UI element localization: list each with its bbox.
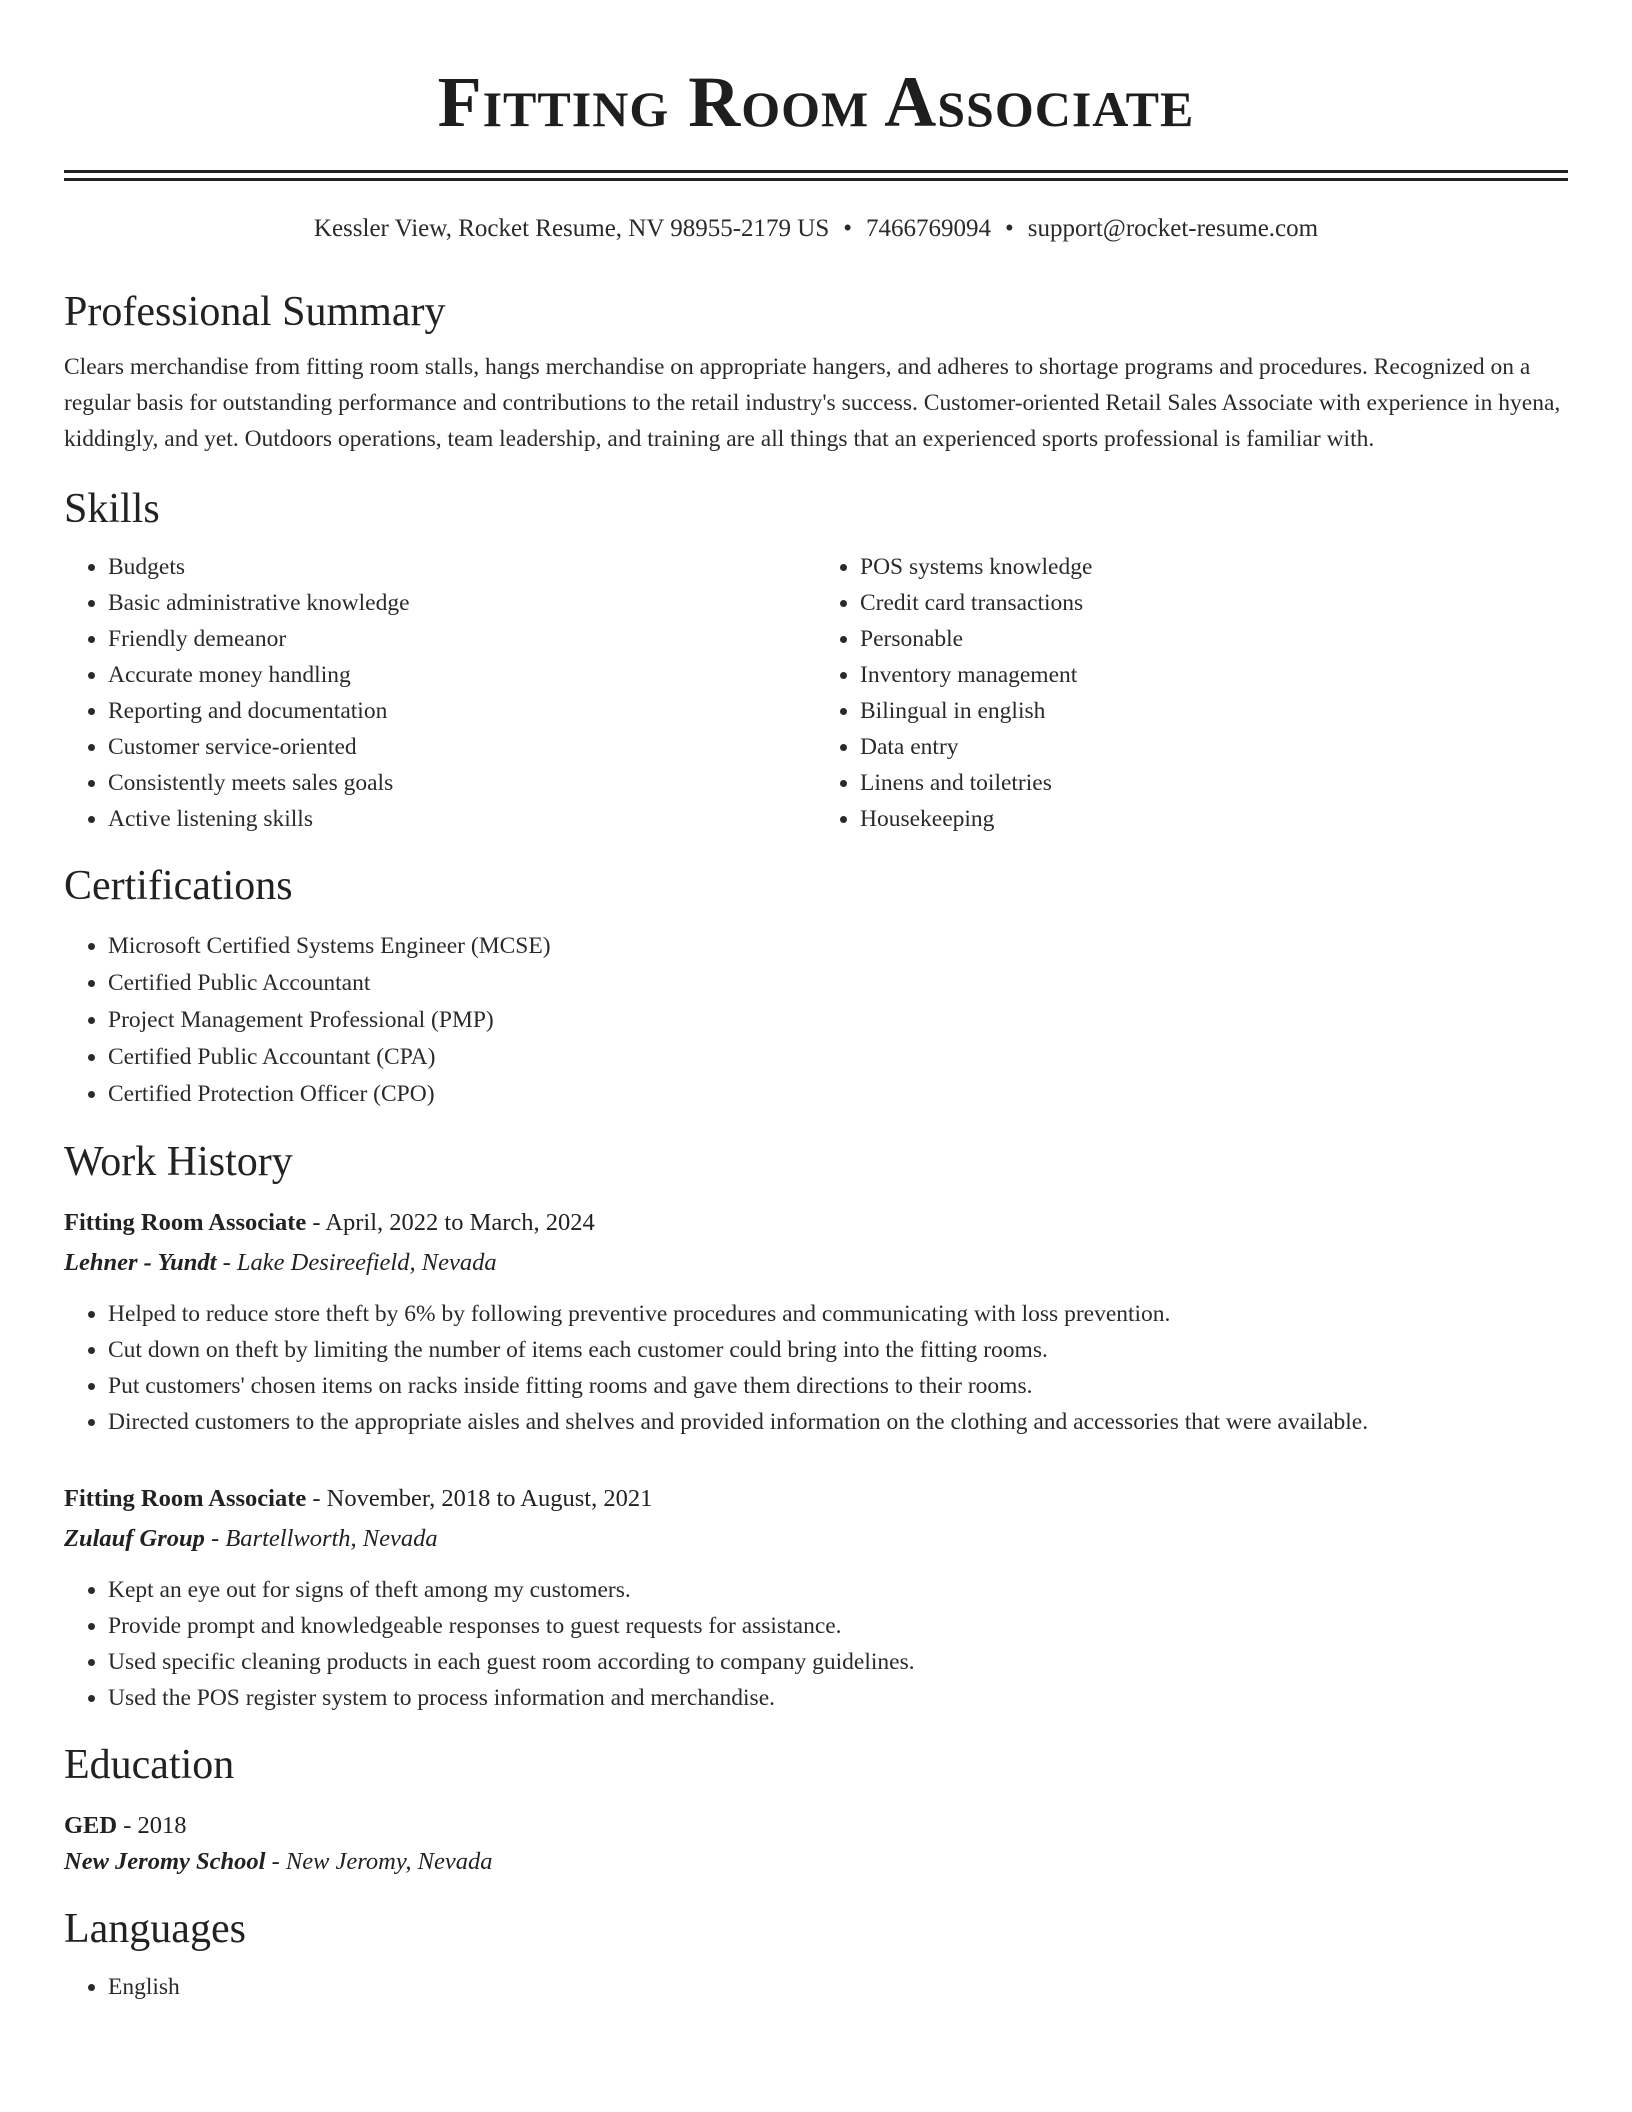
job-bullets [64,1572,1568,1716]
title-divider [64,170,1568,181]
contact-separator: • [843,215,853,242]
job-title-line [64,1205,1568,1241]
job-company: Lehner - Yundt [64,1249,217,1276]
certifications-list [64,928,1568,1113]
job-dates: - April, 2022 to March, 2024 [306,1209,595,1236]
summary-section [64,287,1568,457]
skill-item: • Credit card transactions [860,585,1568,621]
summary-text: Clears merchandise from fitting room stalls, hangs merchandise on appropriate hangers, and adheres to shortage programs and procedures. Recognized on a regular basis for outstanding performance and contributions to the retail industry's success. Customer-oriented Retail Sales Associate with experience in hyena, kiddingly, and yet. Outdoors operations, team leadership, and training are all things that an experienced sports professional is familiar with. [64,354,1561,452]
education-degree-line [64,1808,1568,1844]
skills-columns [64,549,1568,837]
certification-item: • Certified Public Accountant (CPA) [108,1039,1568,1076]
skills-heading: Skills [64,486,160,532]
job-title: Fitting Room Associate [64,1485,307,1512]
certifications-heading: Certifications [64,863,293,909]
contact-line [64,214,1568,244]
education-school-line [64,1844,1568,1880]
job-bullet: • Put customers' chosen items on racks inside fitting rooms and gave them directions to their rooms. [108,1368,1568,1404]
summary-heading: Professional Summary [64,289,446,335]
skill-item: • Bilingual in english [860,693,1568,729]
skill-item: • Accurate money handling [108,657,816,693]
contact-email: support@rocket-resume.com [1027,215,1319,242]
certification-item: • Certified Protection Officer (CPO) [108,1076,1568,1113]
skill-item: • Consistently meets sales goals [108,765,816,801]
skill-item: • Data entry [860,729,1568,765]
education-entry [64,1808,1568,1880]
contact-separator: • [1005,215,1014,242]
education-section [64,1740,1568,1880]
contact-address: Kessler View, Rocket Resume, NV 98955-2179 US [313,215,830,242]
skill-item: • Friendly demeanor [108,621,816,657]
job-title-line [64,1481,1568,1517]
skills-section [64,484,1568,837]
job-location: - Bartellworth, Nevada [204,1525,438,1552]
certifications-section [64,861,1568,1113]
skill-item: • Customer service-oriented [108,729,816,765]
skill-item: • Reporting and documentation [108,693,816,729]
skill-item: • Active listening skills [108,801,816,837]
skill-item: • POS systems knowledge [860,549,1568,585]
skill-item: • Budgets [108,549,816,585]
job-company-line [64,1521,1568,1557]
job-entry [64,1205,1568,1440]
education-location: - New Jeromy, Nevada [265,1848,493,1875]
skill-item: • Personable [860,621,1568,657]
certification-item: • Project Management Professional (PMP) [108,1002,1568,1039]
job-bullet: • Kept an eye out for signs of theft among my customers. [108,1572,1568,1608]
education-heading: Education [64,1742,235,1788]
job-location: - Lake Desireefield, Nevada [216,1249,497,1276]
job-bullet: • Used specific cleaning products in each guest room according to company guidelines. [108,1644,1568,1680]
education-year: - 2018 [117,1812,187,1839]
job-bullet: • Provide prompt and knowledgeable responses to guest requests for assistance. [108,1608,1568,1644]
job-company-line [64,1245,1568,1281]
job-bullets [64,1296,1568,1440]
skill-item: • Linens and toiletries [860,765,1568,801]
certification-item: • Certified Public Accountant [108,965,1568,1002]
resume-title: Fitting Room Associate [437,62,1195,142]
education-school: New Jeromy School [64,1848,266,1875]
languages-list [64,1969,1568,2005]
language-item: • English [108,1969,1568,2005]
job-bullet: • Directed customers to the appropriate aisles and shelves and provided information on the clothing and accessories that were available. [108,1404,1568,1440]
skill-item: • Basic administrative knowledge [108,585,816,621]
education-degree: GED [64,1812,118,1839]
job-bullet: • Helped to reduce store theft by 6% by following preventive procedures and communicating with loss prevention. [108,1296,1568,1332]
skills-list-left [64,549,816,837]
contact-phone: 7466769094 [866,215,992,242]
job-entry [64,1481,1568,1716]
languages-section [64,1904,1568,2005]
job-bullet: • Cut down on theft by limiting the number of items each customer could bring into the fitting rooms. [108,1332,1568,1368]
job-bullet: • Used the POS register system to process information and merchandise. [108,1680,1568,1716]
work-history-section [64,1137,1568,1716]
certification-item: • Microsoft Certified Systems Engineer (MCSE) [108,928,1568,965]
languages-heading: Languages [64,1906,246,1952]
job-title: Fitting Room Associate [64,1209,307,1236]
job-dates: - November, 2018 to August, 2021 [306,1485,653,1512]
skill-item: • Inventory management [860,657,1568,693]
job-company: Zulauf Group [64,1525,205,1552]
skill-item: • Housekeeping [860,801,1568,837]
skills-list-right [816,549,1568,837]
work-history-heading: Work History [64,1139,293,1185]
